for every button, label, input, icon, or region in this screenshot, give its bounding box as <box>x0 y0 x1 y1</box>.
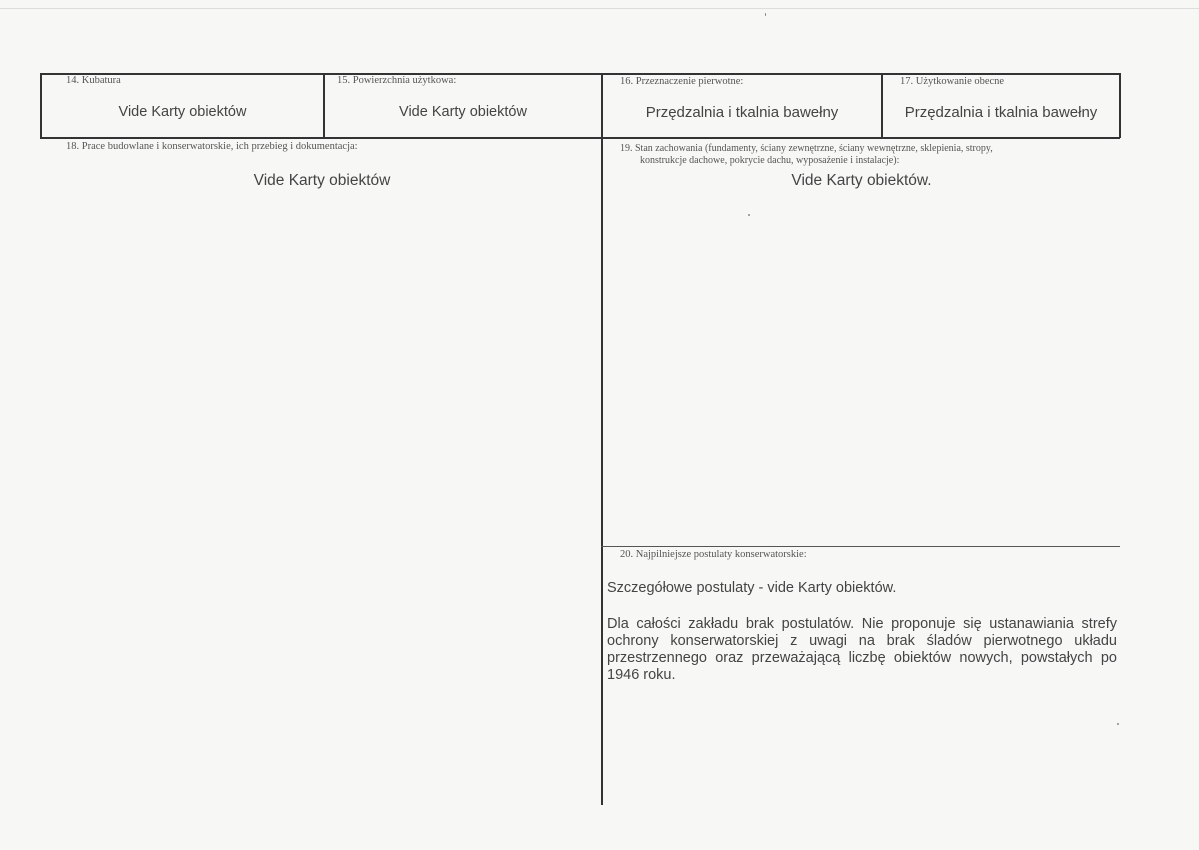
field16-value: Przędzalnia i tkalnia bawełny <box>645 104 839 121</box>
field20-paragraph-1: Szczegółowe postulaty - vide Karty obiektów. <box>607 580 897 596</box>
row1-top-border <box>40 73 1120 75</box>
field17-value: Przędzalnia i tkalnia bawełny <box>904 104 1098 121</box>
field14-value: Vide Karty obiektów <box>118 104 247 120</box>
scan-speck <box>1117 723 1119 725</box>
field19-value: Vide Karty obiektów. <box>791 172 932 189</box>
row1-right-border <box>1119 73 1121 138</box>
field14-label: 14. Kubatura <box>66 75 121 86</box>
main-column-divider <box>601 137 603 805</box>
field18-value: Vide Karty obiektów <box>253 172 391 189</box>
field15-label: 15. Powierzchnia użytkowa: <box>337 75 457 86</box>
field15-value: Vide Karty obiektów <box>399 104 527 120</box>
scan-edge <box>0 0 1199 9</box>
scan-speck <box>748 214 750 216</box>
field20-top-border <box>601 546 1120 547</box>
field16-label: 16. Przeznaczenie pierwotne: <box>620 76 744 87</box>
field18-label: 18. Prace budowlane i konserwatorskie, ich przebieg i dokumentacja: <box>66 141 358 152</box>
field20-paragraph-2: Dla całości zakładu brak postulatów. Nie proponuje się ustanawiania strefy ochrony konserwatorskiej z uwagi na brak śladów pierwotnego układu przestrzennego oraz przeważającą liczbę obiektów nowych, powstałych po 1946 roku. <box>607 616 1117 683</box>
field19-label-line1: 19. Stan zachowania (fundamenty, ściany zewnętrzne, ściany wewnętrzne, sklepienia, stropy, <box>620 143 993 154</box>
field19-label-line2: konstrukcje dachowe, pokrycie dachu, wyposażenie i instalacje): <box>640 155 900 166</box>
row1-bottom-border <box>40 137 1120 139</box>
field17-label: 17. Użytkowanie obecne <box>900 76 1005 87</box>
scan-speck <box>765 13 766 16</box>
field20-label: 20. Najpilniejsze postulaty konserwatorskie: <box>620 549 807 560</box>
